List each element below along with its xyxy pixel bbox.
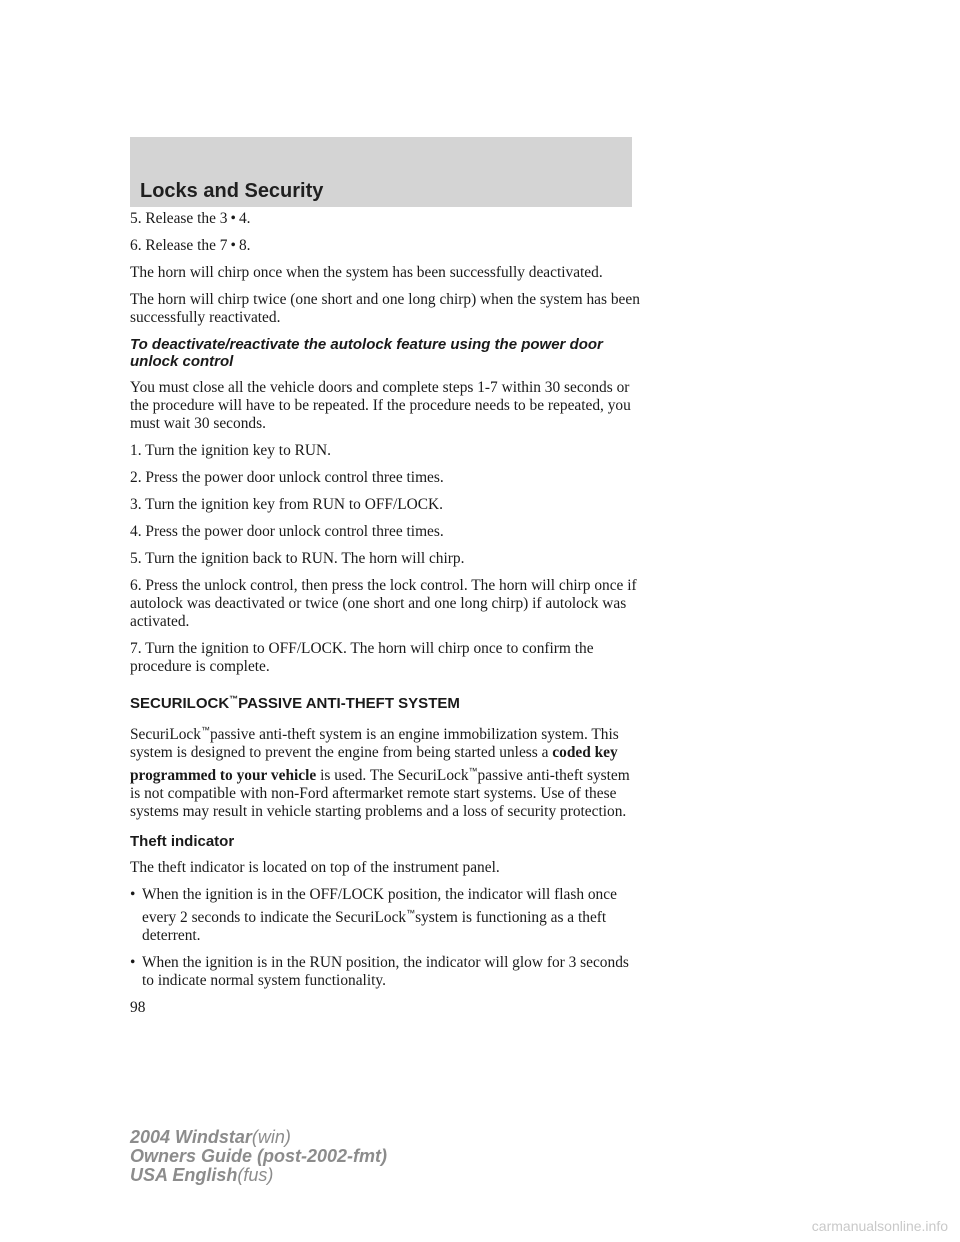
step-a-6: 6. Release the 7 • 8. <box>130 237 251 254</box>
footer-line-3: USA English(fus) <box>130 1165 274 1185</box>
header-band <box>130 137 632 207</box>
page-title: Locks and Security <box>140 180 324 202</box>
securilock-text-2: passive anti-theft system is an engine immobilization system. This system is designed to prevent the engine from being started unless a <box>130 726 619 761</box>
securilock-text-5: passive anti-theft system is not compatible with non-Ford aftermarket remote start systems. Use of these systems may result in vehicle starting problems and a loss of security protection. <box>130 767 630 820</box>
site-watermark: carmanualsonline.info <box>811 1218 948 1234</box>
step-b-1: 1. Turn the ignition key to RUN. <box>130 442 331 459</box>
list-item <box>130 886 640 945</box>
step-a-5: 5. Release the 3 • 4. <box>130 210 251 227</box>
theft-indicator-intro: The theft indicator is located on top of the instrument panel. <box>130 859 500 876</box>
bullet-icon: • <box>130 886 136 903</box>
bullet-text-offlock: When the ignition is in the OFF/LOCK position, the indicator will flash once every 2 seconds to indicate the SecuriLock™system is functioning as a theft deterrent. <box>142 886 617 944</box>
list-item <box>130 954 640 990</box>
trademark-icon: ™ <box>200 725 210 735</box>
autolock-subheading: To deactivate/reactivate the autolock feature using the power door unlock control <box>130 336 603 370</box>
paragraph-deactivated: The horn will chirp once when the system has been successfully deactivated. <box>130 264 603 281</box>
step-b-2: 2. Press the power door unlock control three times. <box>130 469 444 486</box>
trademark-icon: ™ <box>406 908 416 918</box>
securilock-text-1: SecuriLock <box>130 726 201 743</box>
bullet-icon: • <box>130 954 136 971</box>
page-content <box>130 210 640 1026</box>
footer-line-1: 2004 Windstar(win) <box>130 1127 291 1147</box>
securilock-heading-a: SECURILOCK <box>130 695 230 712</box>
document-footer <box>130 1128 387 1185</box>
step-b-4: 4. Press the power door unlock control three times. <box>130 523 444 540</box>
securilock-heading-b: PASSIVE ANTI-THEFT SYSTEM <box>238 695 460 712</box>
trademark-icon: ™ <box>468 766 478 776</box>
securilock-text-4: is used. The SecuriLock <box>316 767 469 784</box>
securilock-paragraph <box>130 721 640 821</box>
step-b-7: 7. Turn the ignition to OFF/LOCK. The horn will chirp once to confirm the procedure is complete. <box>130 640 594 675</box>
securilock-heading <box>130 690 640 713</box>
coded-key-emphasis: coded key programmed to your vehicle <box>130 744 618 784</box>
page-number: 98 <box>130 999 146 1016</box>
step-b-5: 5. Turn the ignition back to RUN. The horn will chirp. <box>130 550 465 567</box>
trademark-icon: ™ <box>229 694 239 704</box>
theft-indicator-heading: Theft indicator <box>130 833 235 850</box>
step-b-6: 6. Press the unlock control, then press the lock control. The horn will chirp once if autolock was deactivated or twice (one short and one long chirp) if autolock was activated. <box>130 577 637 630</box>
step-b-3: 3. Turn the ignition key from RUN to OFF/LOCK. <box>130 496 443 513</box>
paragraph-reactivated: The horn will chirp twice (one short and one long chirp) when the system has been successfully reactivated. <box>130 291 640 326</box>
footer-line-2: Owners Guide (post-2002-fmt) <box>130 1146 388 1166</box>
paragraph-procedure: You must close all the vehicle doors and complete steps 1-7 within 30 seconds or the procedure will have to be repeated. If the procedure needs to be repeated, you must wait 30 seconds. <box>130 379 631 432</box>
bullet-text-run: When the ignition is in the RUN position, the indicator will glow for 3 seconds to indicate normal system functionality. <box>142 954 629 989</box>
